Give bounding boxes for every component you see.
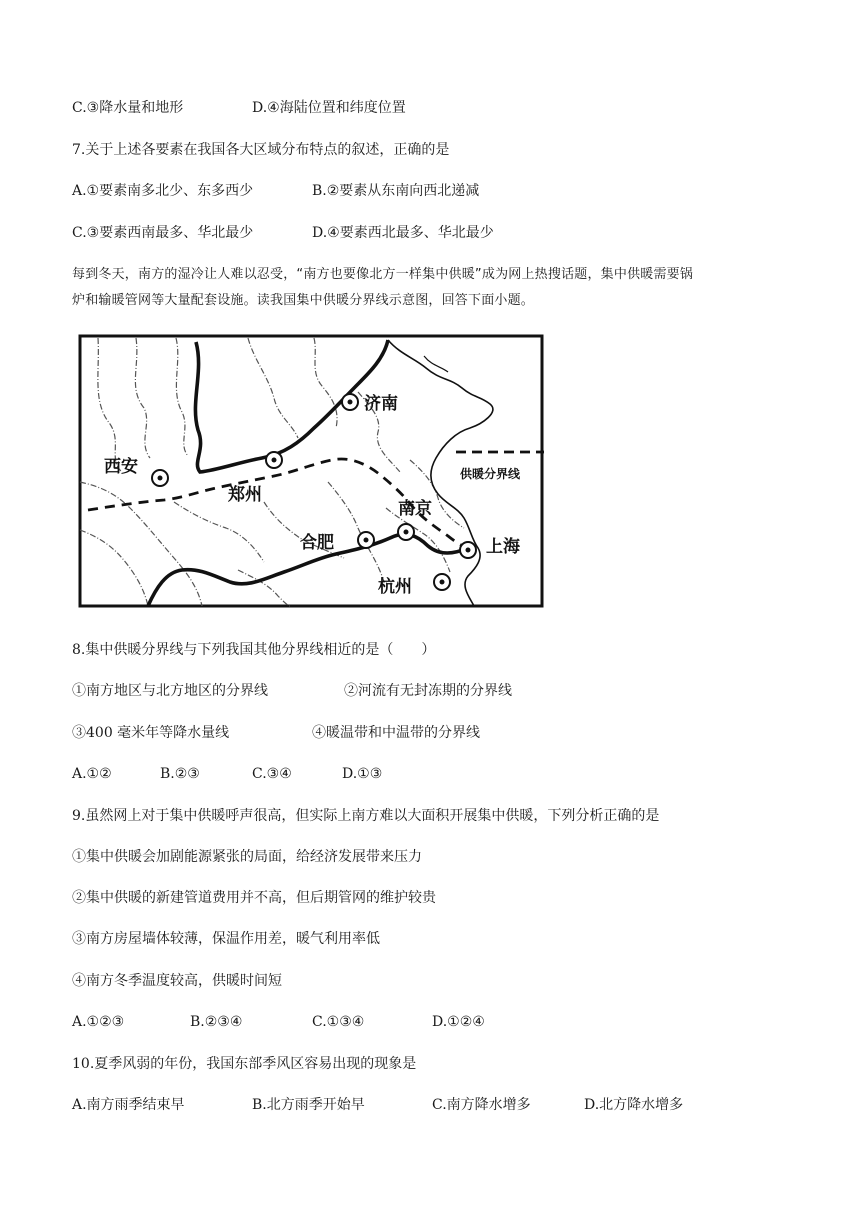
q10-option-b: B.北方雨季开始早 (252, 1097, 365, 1113)
q7-option-c: C.③要素西南最多、华北最少 (72, 225, 254, 241)
zhengzhou-dot (272, 458, 277, 463)
xian-dot (158, 476, 163, 481)
intro-line-1: 每到冬天，南方的湿冷让人难以忍受，“南方也要像北方一样集中供暖”成为网上热搜话题，集中供暖需要锅 (72, 267, 694, 282)
q8-option-c: C.③④ (252, 766, 292, 782)
hangzhou-dot (440, 580, 445, 585)
nanjing-dot (404, 530, 409, 535)
shanghai-dot (466, 548, 471, 553)
q7-option-b: B.②要素从东南向西北递减 (312, 183, 480, 199)
q9-option-d: D.①②④ (432, 1014, 485, 1030)
q8-item-2: ②河流有无封冻期的分界线 (344, 683, 512, 699)
q8-item-4: ④暖温带和中温带的分界线 (312, 725, 480, 741)
q8-item-3: ③400 毫米年等降水量线 (72, 725, 230, 741)
nanjing-label: 南京 (398, 499, 432, 519)
q9-option-a: A.①②③ (72, 1014, 125, 1030)
q7-option-a: A.①要素南多北少、东多西少 (72, 183, 254, 199)
q8-stem: 8.集中供暖分界线与下列我国其他分界线相近的是（ ） (72, 642, 436, 658)
q8-option-a: A.①② (72, 766, 112, 782)
jinan-label: 济南 (364, 394, 398, 414)
q6-option-d: D.④海陆位置和纬度位置 (252, 100, 406, 116)
q9-stem: 9.虽然网上对于集中供暖呼声很高，但实际上南方难以大面积开展集中供暖，下列分析正确的是 (72, 808, 660, 824)
q9-item-3: ③南方房屋墙体较薄，保温作用差，暖气利用率低 (72, 931, 380, 947)
q10-option-c: C.南方降水增多 (432, 1097, 531, 1113)
q9-option-c: C.①③④ (312, 1014, 365, 1030)
city-jinan (342, 393, 398, 414)
q9-item-4: ④南方冬季温度较高，供暖时间短 (72, 973, 282, 989)
shanghai-label: 上海 (486, 537, 520, 557)
q8-item-1: ①南方地区与北方地区的分界线 (72, 683, 268, 699)
xian-label: 西安 (104, 457, 138, 477)
q7-stem: 7.关于上述各要素在我国各大区域分布特点的叙述，正确的是 (72, 142, 450, 158)
q10-option-a: A.南方雨季结束早 (72, 1097, 185, 1113)
legend-label: 供暖分界线 (460, 467, 521, 481)
map-svg (78, 332, 558, 614)
jinan-dot (348, 400, 353, 405)
hefei-dot (364, 538, 369, 543)
intro-paragraph (72, 262, 788, 314)
q10-option-d: D.北方降水增多 (584, 1097, 684, 1113)
q8-option-b: B.②③ (160, 766, 200, 782)
q6-option-c: C.③降水量和地形 (72, 100, 184, 116)
zhengzhou-label: 郑州 (228, 485, 262, 505)
hangzhou-label: 杭州 (378, 577, 412, 597)
heating-boundary-map (78, 332, 558, 614)
intro-line-2: 炉和输暖管网等大量配套设施。读我国集中供暖分界线示意图，回答下面小题。 (72, 293, 535, 308)
hefei-label: 合肥 (300, 533, 334, 553)
q10-stem: 10.夏季风弱的年份，我国东部季风区容易出现的现象是 (72, 1056, 417, 1072)
q9-item-2: ②集中供暖的新建管道费用并不高，但后期管网的维护较贵 (72, 890, 436, 906)
q9-item-1: ①集中供暖会加剧能源紧张的局面，给经济发展带来压力 (72, 849, 422, 865)
q7-option-d: D.④要素西北最多、华北最少 (312, 225, 494, 241)
q9-option-b: B.②③④ (190, 1014, 243, 1030)
q8-option-d: D.①③ (342, 766, 383, 782)
